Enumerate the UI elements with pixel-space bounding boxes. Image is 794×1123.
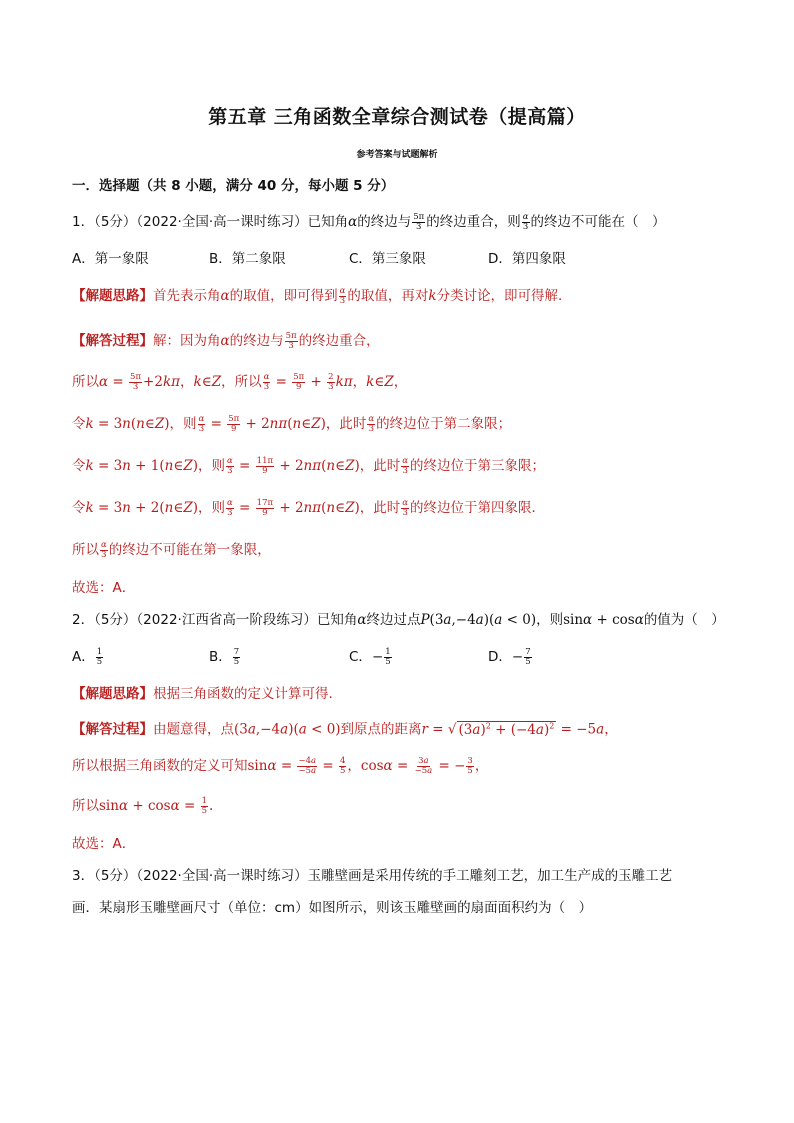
q1-option-a: A．第一象限	[72, 251, 149, 267]
question-3-stem-line-2: 画．某扇形玉雕壁画尺寸（单位：cm）如图所示，则该玉雕壁画的扇面面积约为（ ）	[72, 900, 593, 916]
q1-option-d: D．第四象限	[488, 251, 566, 267]
q2-step-2: 所以sinα + cosα = $\frac{1}{5}$ .	[72, 795, 214, 816]
q2-solution-process: 【解答过程】由题意得，点(3a,−4a)(a < 0)到原点的距离r = √ $(3a)^2 + (-4a)^2 = -5a$，	[72, 721, 618, 738]
q1-solution-process: 【解答过程】解：因为角α的终边与 $\frac{5\pi}{3}$ 的终边重合，	[72, 330, 380, 351]
q2-option-d: D．− $\frac{7}{5}$	[488, 646, 531, 667]
question-3-stem-line-1: 3．（5分）（2022·全国·高一课时练习）玉雕壁画是采用传统的手工雕刻工艺，加工生产成的玉雕工艺	[72, 868, 673, 884]
q1-step-1: 所以α = $\frac{5\pi}{3}$ +2kπ，k∈Z，所以 $\frac{\alpha}{3}$ = $\frac{5\pi}{9}$ + $\frac{2}{3}$ kπ，k∈Z，	[72, 371, 408, 392]
q1-option-c: C．第三象限	[349, 251, 426, 267]
q1-step-5: 所以 $\frac{\alpha}{3}$ 的终边不可能在第一象限，	[72, 539, 271, 560]
q1-solution-idea: 【解题思路】首先表示角α的取值，即可得到 $\frac{\alpha}{3}$ 的取值，再对k分类讨论，即可得解.	[72, 285, 563, 306]
q2-step-1: 所以根据三角函数的定义可知sinα = $\frac{-4a}{-5a}$ = $\frac{4}{5}$ ，cosα = $\frac{3a}{-5a}$ = − $\frac{3}{5}$ ，	[72, 755, 489, 776]
question-1-stem: 1．（5分）（2022·全国·高一课时练习）已知角α的终边与 $\frac{5\pi}{3}$ 的终边重合，则 $\frac{\alpha}{3}$ 的终边不可能在（ ）	[72, 211, 666, 232]
q2-solution-idea: 【解题思路】根据三角函数的定义计算可得.	[72, 686, 333, 702]
q1-step-4: 令k = 3n + 2(n∈Z)，则 $\frac{\alpha}{3}$ = $\frac{17\pi}{9}$ + 2nπ(n∈Z)，此时 $\frac{\alpha}{3}$ 的终边位于第四象限．	[72, 497, 546, 518]
q1-answer: 故选：A．	[72, 580, 136, 596]
page-subtitle: 参考答案与试题解析	[356, 150, 438, 160]
q1-option-b: B．第二象限	[209, 251, 286, 267]
q2-answer: 故选：A．	[72, 836, 136, 852]
q1-step-3: 令k = 3n + 1(n∈Z)，则 $\frac{\alpha}{3}$ = $\frac{11\pi}{9}$ + 2nπ(n∈Z)，此时 $\frac{\alpha}{3}$ 的终边位于第三象限；	[72, 455, 546, 476]
section-heading: 一．选择题（共 8 小题，满分 40 分，每小题 5 分）	[72, 178, 395, 194]
page-title: 第五章 三角函数全章综合测试卷（提高篇）	[208, 106, 586, 128]
question-2-stem: 2．（5分）（2022·江西省高一阶段练习）已知角α终边过点P(3a,−4a)(a < 0)，则sinα + cosα的值为（ ）	[72, 612, 725, 628]
q2-option-a: A． $\frac{1}{5}$	[72, 646, 103, 667]
q2-option-b: B． $\frac{7}{5}$	[209, 646, 240, 667]
q1-step-2: 令k = 3n(n∈Z)，则 $\frac{\alpha}{3}$ = $\frac{5\pi}{9}$ + 2nπ(n∈Z)，此时 $\frac{\alpha}{3}$ 的终边位于第二象限；	[72, 413, 512, 434]
q2-option-c: C．− $\frac{1}{5}$	[349, 646, 391, 667]
